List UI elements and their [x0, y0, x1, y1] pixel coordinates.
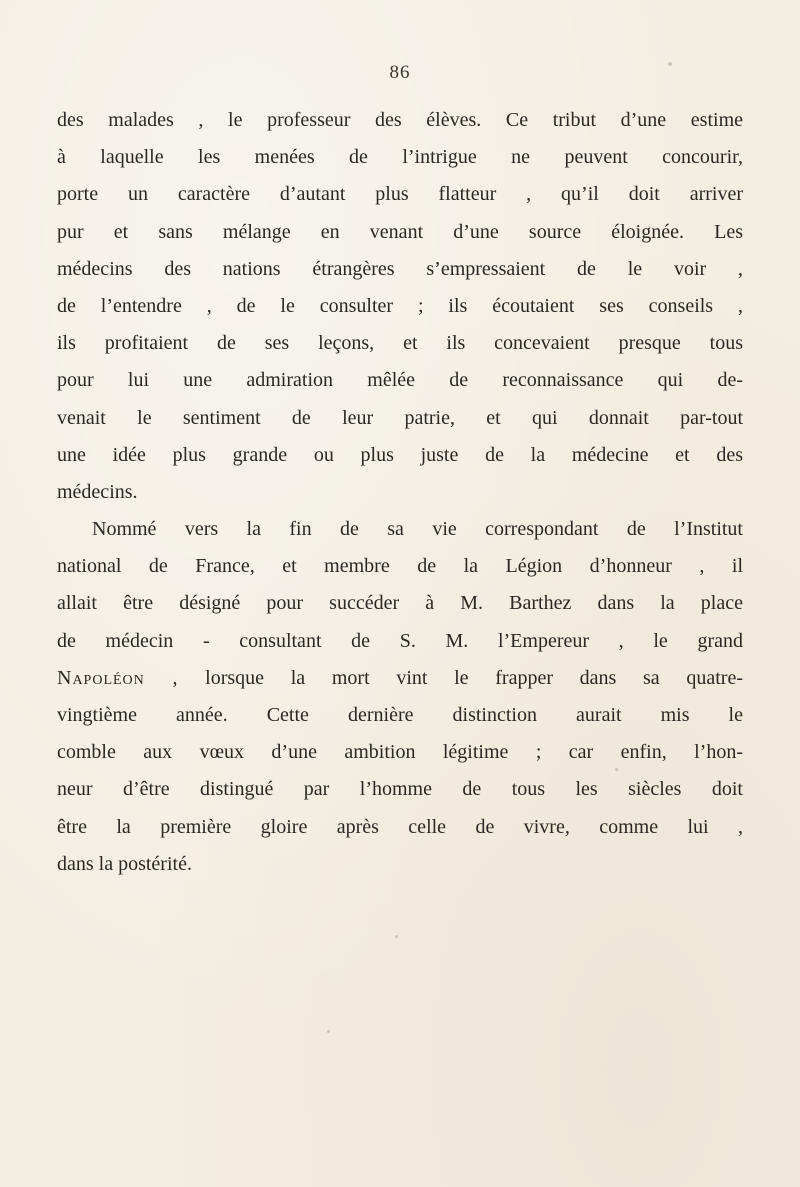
text-line: de l’entendre , de le consulter ; ils écoutaient ses conseils ,	[57, 294, 743, 317]
text-line: une idée plus grande ou plus juste de la médecine et des	[57, 443, 743, 466]
body-text	[57, 102, 743, 883]
paper-speck	[668, 62, 672, 66]
text-line: de médecin - consultant de S. M. l’Empereur , le grand	[57, 629, 743, 652]
text-line-rest: lorsque la mort vint le frapper dans sa quatre-	[205, 666, 744, 689]
paper-speck	[327, 1030, 330, 1033]
text-line: pour lui une admiration mêlée de reconnaissance qui de-	[57, 369, 743, 392]
text-line: médecins des nations étrangères s’empressaient de le voir ,	[57, 257, 743, 280]
text-line: à laquelle les menées de l’intrigue ne peuvent concourir,	[57, 146, 743, 169]
text-line: neur d’être distingué par l’homme de tous les siècles doit	[57, 778, 743, 801]
text-line: national de France, et membre de la Légion d’honneur , il	[57, 555, 743, 578]
text-line: ils profitaient de ses leçons, et ils concevaient presque tous	[57, 332, 743, 355]
text-line: Nommé vers la fin de sa vie correspondant de l’Institut	[92, 518, 743, 541]
text-line: vingtième année. Cette dernière distinction aurait mis le	[57, 704, 743, 726]
text-line: être la première gloire après celle de vivre, comme lui ,	[57, 815, 743, 838]
text-line: porte un caractère d’autant plus flatteur , qu’il doit arriver	[57, 183, 743, 206]
napoleon-name: Napoléon ,	[57, 666, 179, 689]
text-line: médecins.	[57, 480, 138, 503]
text-line: dans la postérité.	[57, 852, 192, 875]
text-line: des malades , le professeur des élèves. Ce tribut d’une estime	[57, 109, 743, 131]
text-line: venait le sentiment de leur patrie, et qui donnait par-tout	[57, 406, 743, 429]
paper-speck	[395, 935, 398, 938]
text-line: comble aux vœux d’une ambition légitime ; car enfin, l’hon-	[57, 741, 743, 764]
page-number: 86	[389, 62, 411, 83]
text-line: allait être désigné pour succéder à M. Barthez dans la place	[57, 592, 743, 615]
text-line: pur et sans mélange en venant d’une source éloignée. Les	[57, 220, 743, 243]
text-line	[57, 660, 743, 697]
paper-speck	[615, 768, 618, 771]
